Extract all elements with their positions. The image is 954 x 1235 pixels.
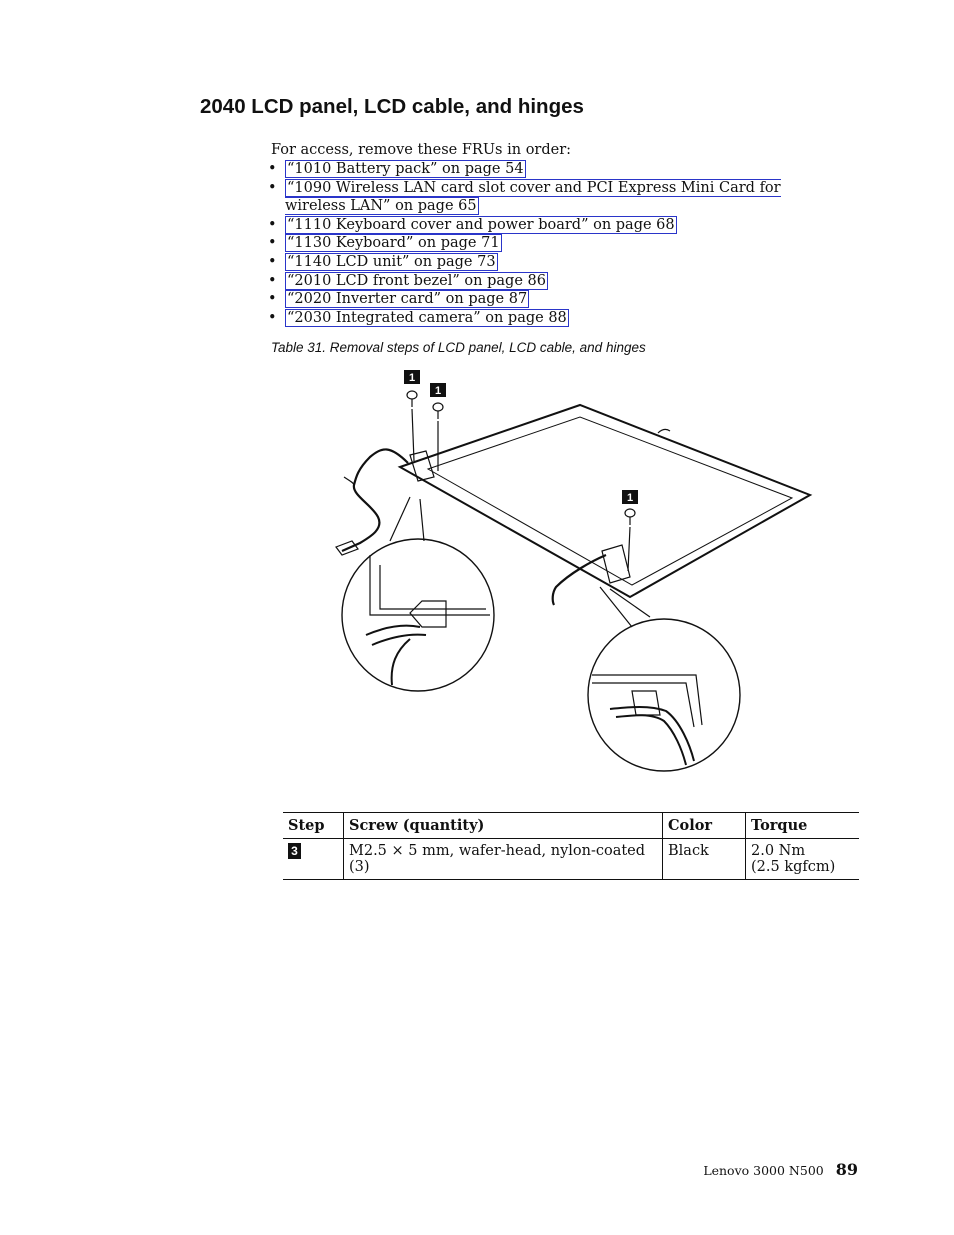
callout-badge [622, 490, 638, 504]
list-item [268, 216, 828, 235]
zoom-right-hinge [632, 691, 660, 715]
column-header-torque: Torque [746, 813, 860, 839]
zoom-pointer-right [600, 587, 650, 627]
fru-link-inverter-card[interactable]: “2020 Inverter card” on page 87 [287, 291, 528, 308]
screw-icon [433, 403, 443, 419]
column-header-screw: Screw (quantity) [344, 813, 663, 839]
lcd-cable [342, 449, 408, 551]
step-badge: 3 [288, 843, 301, 859]
callout-badge [404, 370, 420, 384]
torque-value-alt: (2.5 kgfcm) [751, 859, 836, 875]
camera-connector [658, 429, 670, 433]
torque-cell [746, 839, 860, 880]
fru-link-battery-pack[interactable]: “1010 Battery pack” on page 54 [287, 161, 524, 177]
zoom-left-inner [380, 565, 486, 609]
lcd-removal-illustration [330, 365, 830, 785]
zoom-detail-right [588, 619, 740, 771]
screw-icon [625, 509, 635, 525]
fru-link-wireless-lan[interactable]: “1090 Wireless LAN card slot cover and PCI Express Mini Card for wireless LAN” on page 65 [285, 179, 781, 215]
list-item [268, 309, 828, 328]
zoom-left-cable [366, 626, 426, 685]
callout-label: 1 [626, 492, 634, 504]
zoom-right-cable [610, 707, 694, 765]
callout-label: 1 [434, 385, 442, 397]
fru-link-lcd-unit[interactable]: “1140 LCD unit” on page 73 [287, 253, 496, 270]
column-header-color: Color [663, 813, 746, 839]
list-item [268, 234, 828, 253]
bullet-icon: • [268, 253, 277, 270]
right-hinge [602, 545, 630, 583]
step-cell [283, 839, 344, 880]
list-item [268, 253, 828, 272]
table-header-row [283, 813, 859, 839]
list-item [268, 290, 828, 309]
zoom-left-frame [370, 555, 490, 615]
zoom-left-hinge [410, 601, 446, 627]
color-cell: Black [663, 839, 746, 880]
callout-badge [430, 383, 446, 397]
lcd-panel-outline [400, 405, 810, 597]
figure-caption: Table 31. Removal steps of LCD panel, LCD cable, and hinges [271, 340, 646, 355]
page-footer [703, 1160, 858, 1179]
page-title: 2040 LCD panel, LCD cable, and hinges [200, 95, 584, 118]
list-item [268, 160, 828, 179]
bullet-icon: • [268, 235, 277, 252]
bullet-icon: • [268, 216, 277, 233]
zoom-right-inner [592, 683, 694, 727]
screw-cell: M2.5 × 5 mm, wafer-head, nylon-coated (3) [344, 839, 663, 880]
bullet-icon: • [268, 179, 277, 196]
bullet-icon: • [268, 272, 277, 289]
zoom-pointer-left [390, 497, 424, 541]
footer-product: Lenovo 3000 N500 [703, 1163, 824, 1178]
intro-text: For access, remove these FRUs in order: [271, 142, 572, 158]
lcd-screen-area [428, 417, 792, 585]
fru-link-list [268, 160, 828, 327]
screw-icon [407, 391, 417, 407]
page-number: 89 [835, 1160, 858, 1179]
list-item [268, 272, 828, 291]
torque-value: 2.0 Nm [751, 843, 806, 859]
screw-spec-table [283, 812, 859, 880]
callout-label: 1 [408, 372, 416, 384]
fru-link-lcd-front-bezel[interactable]: “2010 LCD front bezel” on page 86 [287, 272, 546, 289]
fru-link-keyboard[interactable]: “1130 Keyboard” on page 71 [287, 235, 500, 252]
fru-link-keyboard-cover[interactable]: “1110 Keyboard cover and power board” on page 68 [287, 216, 675, 233]
fru-link-integrated-camera[interactable]: “2030 Integrated camera” on page 88 [287, 309, 567, 326]
table-row [283, 839, 859, 880]
bullet-icon: • [268, 161, 277, 177]
list-item [268, 179, 828, 216]
bullet-icon: • [268, 291, 277, 308]
bullet-icon: • [268, 309, 277, 326]
cable-end [344, 477, 354, 485]
column-header-step: Step [283, 813, 344, 839]
